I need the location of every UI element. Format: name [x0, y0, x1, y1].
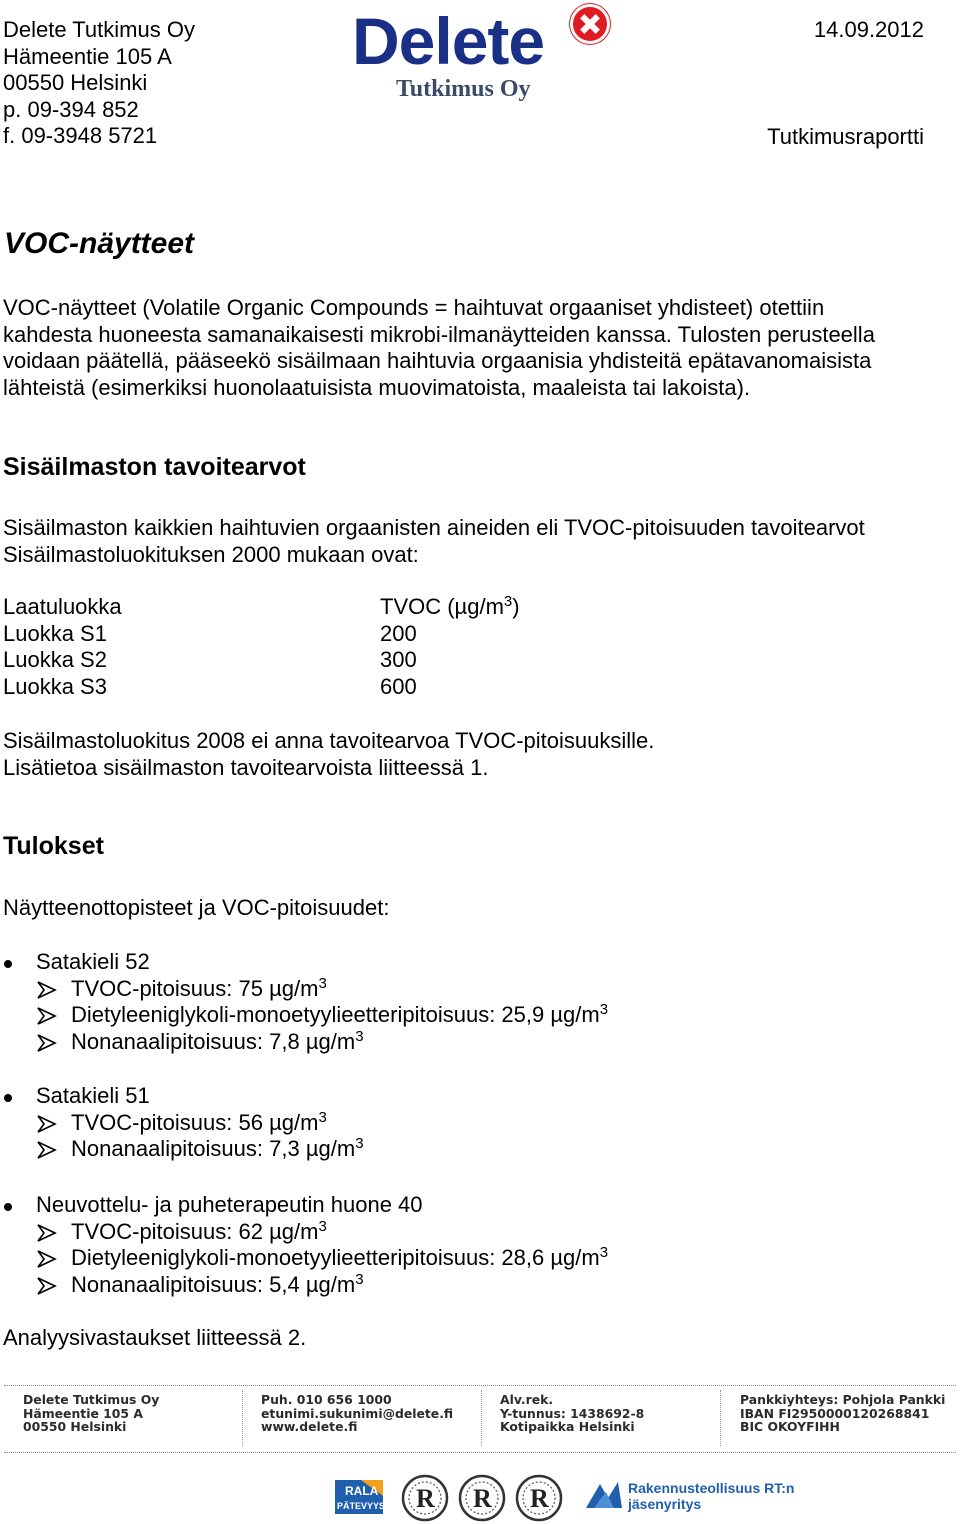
- svg-text:Rakennusteollisuus RT:n: Rakennusteollisuus RT:n: [628, 1480, 795, 1496]
- targets-heading: Sisäilmaston tavoitearvot: [3, 453, 306, 481]
- footer-divider: [720, 1390, 721, 1446]
- arrowhead-bullet-icon: [38, 1008, 55, 1024]
- footer-top-rule: [4, 1385, 956, 1386]
- bullet-dot-icon: [4, 960, 12, 968]
- logo-x-icon: [570, 4, 610, 44]
- targets-line: Sisäilmaston kaikkien haihtuvien orgaanisten aineiden eli TVOC-pitoisuuden tavoitearvot: [3, 515, 865, 540]
- column-header-tvoc: TVOC $(\mu g/m^3)$: [380, 593, 520, 619]
- footer-company: Delete Tutkimus Oy Hämeentie 105 A 00550 Helsinki: [23, 1392, 160, 1435]
- footer-bank: Pankkiyhteys: Pohjola Pankki IBAN FI2950000120268841 BIC OKOYFIHH: [740, 1392, 946, 1435]
- arrowhead-bullet-icon: [38, 1035, 55, 1051]
- certification-seal-icon: [514, 1474, 564, 1522]
- results-heading: Tulokset: [3, 832, 104, 860]
- list-item: [0, 1083, 364, 1110]
- arrowhead-bullet-icon: [38, 1278, 55, 1294]
- targets-after-line: Sisäilmastoluokitus 2008 ei anna tavoitearvoa TVOC-pitoisuuksille.: [3, 728, 655, 753]
- sample-block: [0, 949, 608, 1055]
- column-header-class: Laatuluokka: [3, 594, 122, 619]
- class-table-row: [3, 621, 603, 648]
- logo-subtitle: Tutkimus Oy: [396, 76, 531, 102]
- class-table-row: [3, 674, 603, 701]
- sample-name: Satakieli 52: [36, 949, 150, 974]
- list-item: [0, 949, 608, 976]
- svg-text:R: R: [530, 1484, 549, 1513]
- closing-line: Analyysivastaukset liitteessä 2.: [3, 1325, 307, 1350]
- sample-name: Satakieli 51: [36, 1083, 150, 1108]
- svg-text:PÄTEVYYS: PÄTEVYYS: [337, 1501, 386, 1511]
- class-label: Luokka S3: [3, 673, 107, 699]
- measurement-item: Dietyleeniglykoli-monoetyylieetteripitoisuus: 25,9 $\mu g/m^3$: [0, 1002, 608, 1029]
- list-item: [0, 1192, 608, 1219]
- report-date: 14.09.2012: [813, 17, 924, 42]
- bullet-dot-icon: [4, 1203, 12, 1211]
- arrowhead-bullet-icon: [38, 1142, 55, 1158]
- company-address-block: [3, 17, 195, 150]
- arrowhead-bullet-icon: [38, 1251, 55, 1267]
- certification-seal-icon: [457, 1474, 507, 1522]
- certification-seal-icon: [400, 1474, 450, 1522]
- class-value: 600: [380, 673, 417, 699]
- targets-after-paragraph: [3, 728, 943, 781]
- company-fax: f. 09-3948 5721: [3, 123, 158, 149]
- measurement-item: TVOC-pitoisuus: 56 $\mu g/m^3$: [0, 1110, 364, 1137]
- svg-text:RALA: RALA: [345, 1484, 379, 1498]
- targets-after-line: Lisätietoa sisäilmaston tavoitearvoista liitteessä 1.: [3, 754, 489, 780]
- intro-line: VOC-näytteet (Volatile Organic Compounds = haihtuvat orgaaniset yhdisteet) otettiin: [3, 295, 825, 320]
- company-city: 00550 Helsinki: [3, 70, 148, 96]
- footer-registration: Alv.rek. Y-tunnus: 1438692-8 Kotipaikka Helsinki: [500, 1392, 645, 1435]
- intro-line: kahdesta huoneesta samanaikaisesti mikrobi-ilmanäytteiden kanssa. Tulosten perusteella: [3, 321, 875, 347]
- footer-divider: [481, 1390, 482, 1446]
- footer-divider: [242, 1390, 243, 1446]
- class-value: 200: [380, 620, 417, 646]
- results-intro: Näytteenottopisteet ja VOC-pitoisuudet:: [3, 895, 390, 920]
- measurement-item: TVOC-pitoisuus: 75 $\mu g/m^3$: [0, 976, 608, 1003]
- tvoc-class-table: [3, 594, 603, 700]
- rakennusteollisuus-logo-icon: [584, 1478, 795, 1514]
- class-label: Luokka S1: [3, 620, 107, 646]
- report-type: Tutkimusraportti: [767, 124, 924, 149]
- class-value: 300: [380, 647, 417, 673]
- rala-badge-icon: [331, 1478, 387, 1516]
- company-phone: p. 09-394 852: [3, 96, 139, 122]
- svg-text:R: R: [473, 1484, 492, 1513]
- measurement-item: TVOC-pitoisuus: 62 $\mu g/m^3$: [0, 1219, 608, 1246]
- measurement-item: Nonanaalipitoisuus: 7,8 $\mu g/m^3$: [0, 1029, 608, 1056]
- class-table-header: [3, 594, 603, 621]
- arrowhead-bullet-icon: [38, 1116, 55, 1132]
- intro-line: voidaan päätellä, pääseekö sisäilmaan haihtuvia orgaanisia yhdisteitä epätavanomaisista: [3, 348, 872, 374]
- footer-contact: Puh. 010 656 1000 etunimi.sukunimi@delete.fi www.delete.fi: [261, 1392, 454, 1435]
- logo-word: Delete: [352, 4, 545, 78]
- company-name: Delete Tutkimus Oy: [3, 17, 195, 42]
- measurement-item: Nonanaalipitoisuus: 7,3 $\mu g/m^3$: [0, 1136, 364, 1163]
- class-table-row: [3, 647, 603, 674]
- arrowhead-bullet-icon: [38, 982, 55, 998]
- intro-paragraph: [3, 295, 943, 401]
- company-street: Hämeentie 105 A: [3, 43, 172, 69]
- targets-paragraph: [3, 515, 943, 568]
- footer-bottom-rule: [4, 1452, 956, 1453]
- measurement-item: Nonanaalipitoisuus: 5,4 $\mu g/m^3$: [0, 1272, 608, 1299]
- arrowhead-bullet-icon: [38, 1225, 55, 1241]
- intro-line: lähteistä (esimerkiksi huonolaatuisista muovimatoista, maaleista tai lakoista).: [3, 374, 751, 400]
- sample-name: Neuvottelu- ja puheterapeutin huone 40: [36, 1192, 423, 1217]
- bullet-dot-icon: [4, 1094, 12, 1102]
- class-label: Luokka S2: [3, 647, 107, 673]
- page-title: VOC-näytteet: [4, 227, 195, 260]
- svg-text:R: R: [416, 1484, 435, 1513]
- svg-text:jäsenyritys: jäsenyritys: [628, 1496, 702, 1512]
- sample-block: [0, 1192, 608, 1298]
- measurement-item: Dietyleeniglykoli-monoetyylieetteripitoisuus: 28,6 $\mu g/m^3$: [0, 1245, 608, 1272]
- delete-logo: [352, 4, 610, 104]
- sample-block: [0, 1083, 364, 1163]
- targets-line: Sisäilmastoluokituksen 2000 mukaan ovat:: [3, 541, 419, 567]
